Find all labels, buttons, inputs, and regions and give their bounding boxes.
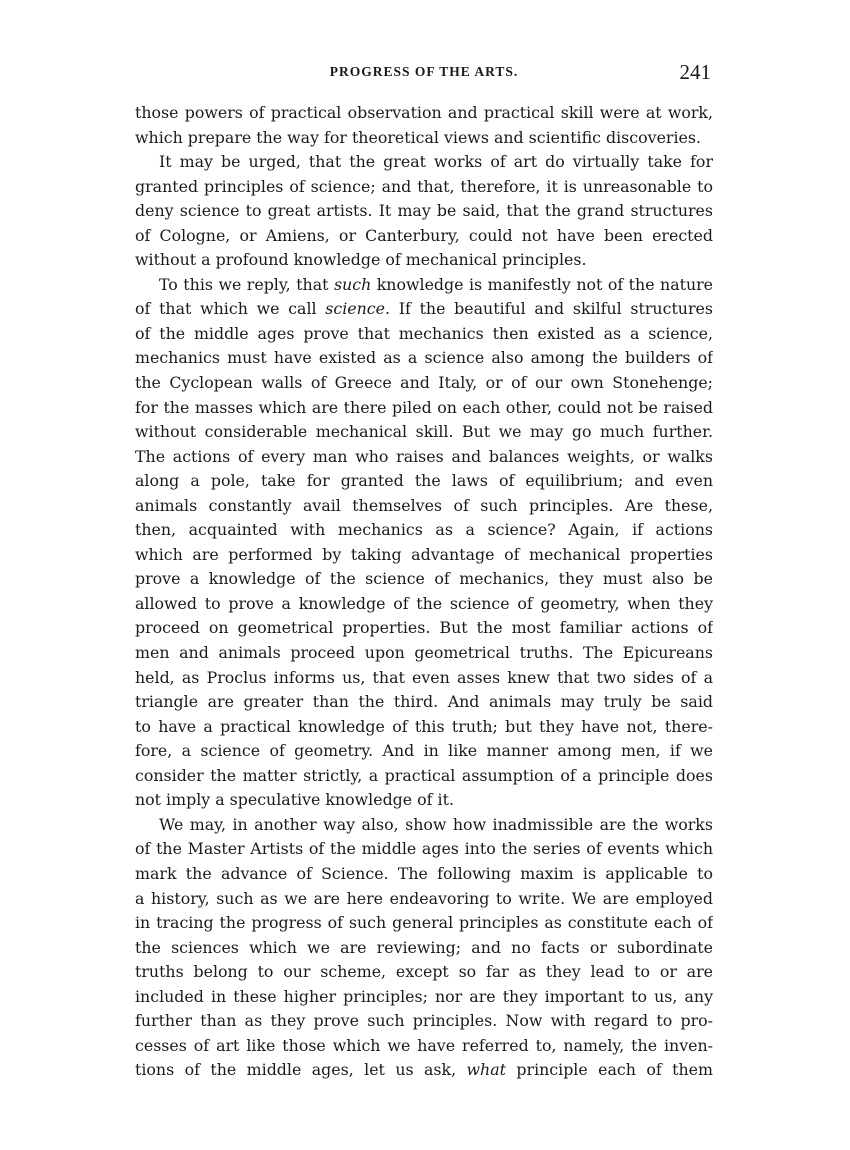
text-line: the Cyclopean walls of Greece and Italy, or of our own Stonehenge; [135,373,713,393]
text-line: triangle are greater than the third. And animals may truly be said [135,692,713,712]
text-line: not imply a speculative knowledge of it. [135,790,454,810]
body-text [135,101,713,1083]
text-line: fore, a science of geometry. And in like manner among men, if we [135,741,713,761]
running-title: PROGRESS OF THE ARTS. [329,64,519,79]
italic-word: what [466,1060,506,1080]
text-line: allowed to prove a knowledge of the science of geometry, when they [135,593,713,613]
text-line: men and animals proceed upon geometrical truths. The Epicureans [135,643,713,663]
text-line: It may be urged, that the great works of art do virtually take for [159,152,713,172]
text-line: The actions of every man who raises and balances weights, or walks [135,446,713,466]
italic-word: science. [325,299,391,319]
text-line: further than as they prove such principles. Now with regard to pro- [135,1011,713,1031]
text-line: We may, in another way also, show how inadmissible are the works [159,814,713,834]
text-line: animals constantly avail themselves of such principles. Are these, [135,495,713,515]
text-line: deny science to great artists. It may be said, that the grand structures [135,201,713,221]
text-line: of the Master Artists of the middle ages into the series of events which [135,839,713,859]
text-line: of Cologne, or Amiens, or Canterbury, could not have been erected [135,225,713,245]
page-number: 241 [679,60,711,84]
text-line: mechanics must have existed as a science also among the builders of [135,348,713,368]
text-line: a history, such as we are here endeavoring to write. We are employed [135,888,713,908]
text-line: consider the matter strictly, a practical assumption of a principle does [135,765,713,785]
text-line: proceed on geometrical properties. But the most familiar actions of [135,618,713,638]
text-line: held, as Proclus informs us, that even asses knew that two sides of a [135,667,713,687]
text-line: mark the advance of Science. The following maxim is applicable to [135,863,713,883]
text-line: tions of the middle ages, let us ask, what principle each of them [135,1060,713,1080]
text-line: which prepare the way for theoretical views and scientific discoveries. [135,127,701,147]
text-line: those powers of practical observation and practical skill were at work, [135,103,713,122]
text-line: then, acquainted with mechanics as a science? Again, if actions [135,520,713,540]
text-line: along a pole, take for granted the laws of equilibrium; and even [135,471,713,491]
text-line: the sciences which we are reviewing; and no facts or subordinate [135,937,713,957]
italic-word: such [333,274,372,294]
text-line: in tracing the progress of such general principles as constitute each of [135,913,713,933]
text-line: of that which we call science. If the beautiful and skilful structures [135,299,713,319]
text-line: for the masses which are there piled on each other, could not be raised [135,397,713,417]
text-line: without a profound knowledge of mechanical principles. [135,250,587,270]
text-line: of the middle ages prove that mechanics then existed as a science, [135,323,713,343]
text-line: which are performed by taking advantage of mechanical properties [135,544,713,564]
running-head [135,60,713,90]
text-line: included in these higher principles; nor are they important to us, any [135,986,713,1006]
text-line: prove a knowledge of the science of mechanics, they must also be [135,569,713,589]
text-line: cesses of art like those which we have referred to, namely, the inven- [135,1035,713,1055]
text-line: truths belong to our scheme, except so far as they lead to or are [135,962,713,982]
text-line: granted principles of science; and that, therefore, it is unreasonable to [135,176,713,196]
text-line: to have a practical knowledge of this truth; but they have not, there- [135,716,713,736]
text-line: To this we reply, that such knowledge is manifestly not of the nature [159,274,713,294]
text-line: without considerable mechanical skill. But we may go much further. [135,422,713,442]
